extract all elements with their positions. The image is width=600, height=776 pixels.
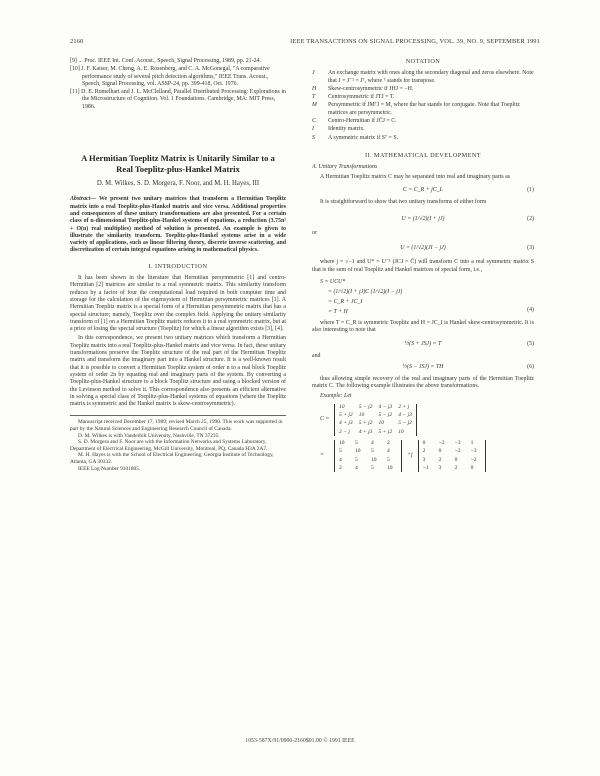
- matrix-cell: 2: [422, 448, 426, 455]
- equation-number: (6): [527, 364, 534, 371]
- matrix-cell: 4 + j3: [358, 428, 373, 435]
- notation-desc: An exchange matrix with ones along the secondary diagonal and zeros elsewhere. Note that J = J⁻¹ = Jᵀ, where ᵀ stands for transpose.: [328, 70, 534, 84]
- abstract-label: Abstract—: [70, 196, 97, 203]
- equation-2: [312, 208, 534, 230]
- notation-desc: Centro-Hermitian if JC̄J = C.: [328, 118, 397, 125]
- paragraph: It is straightforward to show that two unitary transforms of either form: [320, 198, 487, 205]
- matrix-cell: 4: [339, 456, 342, 463]
- equation-6: [312, 360, 534, 376]
- matrix-cell: 5 + j2: [378, 428, 393, 435]
- matrix-equals: =: [320, 452, 324, 459]
- matrix-cell: 0: [470, 464, 474, 471]
- equation-number: (5): [527, 340, 534, 347]
- matrix-label: C =: [320, 416, 330, 423]
- equation-number: (3): [527, 244, 534, 251]
- paragraph: In this correspondence, we present two unitary matrices which transform a Hermitian Toeplitz matrix into a real Toeplitz-plus-Hankel matrix and vice versa. In fact, these unitary transformations preserve the Toeplitz structure of the real part of the Hermitian Toeplitz matrix and transform the imaginary part into a Hankel structure. It is a well-known result that it is possible to convert a Hermitian Toeplitz system of order n to a real block Toeplitz system of order 2n by equating real and imaginary parts of the system. By converting a Toeplitz-plus-Hankel structure to a block Toeplitz structure and using a blocked version of the Levinson method to solve it. This correspondence also presents an efficient alternative in solving a special class of Toeplitz-plus-Hankel systems of equations (where the Toeplitz matrix is symmetric and the Hankel matrix is skew-centrosymmetric).: [70, 335, 286, 408]
- matrix-cell: −3: [454, 440, 461, 447]
- matrix-cell: 5: [371, 464, 374, 471]
- matrix-cell: 5: [355, 440, 358, 447]
- derivation-line: = C_R + JC_I: [328, 299, 363, 306]
- matrix-cell: 5: [387, 456, 390, 463]
- matrix-cell: 2 + j: [398, 403, 410, 410]
- matrix-cell: 10: [398, 428, 404, 435]
- matrix-cell: 5 − j2: [358, 403, 373, 410]
- matrix-cell: 4: [371, 440, 374, 447]
- notation-symbol: T: [312, 94, 316, 101]
- matrix-cell: 10: [378, 420, 385, 427]
- equation-text: U = (1/√2)(JI − jJ): [400, 244, 446, 251]
- matrix-cell: 2: [454, 464, 458, 471]
- matrix-cell: 2: [387, 440, 390, 447]
- notation-symbol: S: [312, 134, 315, 141]
- left-column: [70, 58, 286, 472]
- reference-item: [11] D. E. Rumelhart and J. L. McClelland, Parallel Distributed Processing: Explorations in the Microstructure of Cognition. Vol. 1 Foundations. Cambridge, MA: MIT Press, 1986.: [70, 89, 286, 110]
- example-label: Example: Let: [320, 392, 352, 399]
- copyright-footer: 1053-587X/91/0900-2160$01.00 © 1991 IEEE: [245, 738, 355, 744]
- matrix-cell: 4: [355, 464, 358, 471]
- matrix-cell: 5: [355, 456, 358, 463]
- matrix-cell: 10: [387, 464, 393, 471]
- notation-symbol: H: [312, 85, 317, 92]
- article-title: [70, 153, 286, 174]
- notation-symbol: J: [312, 70, 315, 77]
- matrix-cell: 3: [422, 456, 426, 463]
- running-header: [70, 38, 540, 50]
- footnote-line: M. H. Hayes is with the School of Electrical Engineering, Georgia Institute of Technology, Atlanta, GA 30332.: [70, 452, 274, 465]
- matrix-cell: −1: [422, 464, 429, 471]
- equation-text: C = C_R + jC_I.: [402, 187, 444, 194]
- matrix-cell: 2 − j: [339, 428, 350, 435]
- matrix-cell: 10: [339, 403, 345, 410]
- equation-text: ½(S − JSJ) = TH: [402, 364, 444, 371]
- equation-3: [312, 237, 534, 259]
- matrix-cell: 5 + j2: [339, 412, 353, 419]
- matrix-cell: 4 + j3: [339, 420, 353, 427]
- or-text: or: [312, 230, 317, 237]
- derivation-line: = (1/√2)(I + jJ)C (1/√2)(I − jJ): [328, 289, 403, 296]
- matrix-real: [334, 440, 402, 472]
- and-text: and: [312, 352, 321, 359]
- matrix-c: [320, 404, 534, 436]
- matrix-cell: 4: [387, 448, 390, 455]
- paragraph: where T = C_R is symmetric Toeplitz and H = JC_I is Hankel skew-centrosymmetric. It is also interesting to note that: [312, 320, 534, 334]
- equation-text: ½(S + JSJ) = T: [404, 340, 442, 347]
- section-heading: I. INTRODUCTION: [148, 262, 208, 270]
- footnote-line: D. M. Wilkes is with Vanderbilt University, Nashville, TN 37235.: [78, 432, 220, 439]
- notation-desc: Centrosymmetric if JTJ = T.: [328, 94, 395, 101]
- equation-number: (2): [527, 215, 534, 222]
- reference-list: [70, 58, 286, 111]
- footnote: [70, 415, 286, 472]
- matrix-cell: −2: [454, 448, 461, 455]
- notation-desc: A symmetric matrix if Sᵀ = S.: [328, 134, 399, 141]
- section-heading: II. MATHEMATICAL DEVELOPMENT: [364, 151, 482, 159]
- page-number: 2160: [70, 38, 84, 45]
- paragraph: thus allowing simple recovery of the real and imaginary parts of the Hermitian Toeplitz matrix C. The following example illustrates the above transformations.: [312, 375, 534, 390]
- matrix-cell: −2: [438, 440, 445, 447]
- paragraph: where j = √−1 and U* = U⁻¹ (JCJ = C̄) will transform C into a real symmetric matrix S that is the sum of real Toeplitz and Hankel matrices of special form, i.e.,: [312, 259, 534, 273]
- matrix-cell: 4 − j3: [378, 403, 393, 410]
- matrix-imag: [418, 440, 486, 472]
- matrix-cell: 10: [339, 440, 345, 447]
- matrix-cell: −3: [470, 448, 477, 455]
- matrix-cell: 3: [438, 464, 442, 471]
- equation-text: U = (1/√2)(I + jJ): [401, 215, 445, 222]
- notation-symbol: M: [312, 102, 317, 109]
- right-column: [312, 58, 534, 472]
- title-line: A Hermitian Toeplitz Matrix is Unitarily Similar to a: [81, 153, 275, 164]
- matrix-cell: −2: [470, 456, 477, 463]
- matrix-cell: 1: [470, 440, 474, 447]
- authors: D. M. Wilkes, S. D. Morgera, F. Noor, and M. H. Hayes, III: [96, 180, 260, 188]
- notation-desc: Persymmetric if JMᵀJ = M, where the bar stands for conjugate. Note that Toeplitz matrices are persymmetric.: [328, 102, 520, 116]
- section-heading: NOTATION: [405, 58, 441, 65]
- notation-symbol: C: [312, 118, 316, 125]
- matrix-cell: 4 − j3: [398, 412, 412, 419]
- abstract-text: We present two unitary matrices that transform a Hermitian Toeplitz matrix into a real Toeplitz-plus-Hankel matrix and vice versa. Additional properties and consequences of these unitary transformations are also presented. For a certain class of n-dimensional Toeplitz-plus-Hankel systems of equations, a reduction (3.75n² + O(n) real multiplies) method of solution is presented. An example is given to illustrate the similarity transform. Toeplitz-plus-Hankel systems arise in a wide variety of applications, such as linear filtering theory, discrete inverse scattering, and discretization of certain integral equations arising in mathematical physics.: [70, 196, 286, 254]
- derivation-line: S = UCU*: [320, 279, 346, 286]
- subsection-heading: A. Unitary Transformations: [312, 164, 378, 171]
- matrix-plus-j: +j: [407, 452, 413, 459]
- matrix-cell: 5 − j2: [398, 420, 412, 427]
- notation-desc: Skew-centrosymmetric if JHJ = −H.: [328, 85, 414, 92]
- matrix-cell: 2: [438, 456, 442, 463]
- matrix-cell: 10: [358, 412, 365, 419]
- matrix-cell: 2: [339, 464, 342, 471]
- notation-symbol: I: [312, 126, 314, 133]
- matrix-cell: 0: [454, 456, 458, 463]
- footnote-line: S. D. Morgera and F. Noor are with the Information Networks and Systems Laboratory, Department of Electrical Engineering, McGill University, Montreal, PQ, Canada H3A 2A7.: [70, 439, 268, 452]
- equation-number: (1): [527, 187, 534, 194]
- notation-list: [312, 70, 534, 142]
- matrix-cell: 5: [339, 448, 342, 455]
- abstract: [70, 196, 286, 254]
- reference-item: [10] J. F. Kaiser, M. Cheng, A. E. Rosenberg, and C. A. McGonegal, "A comparative performance study of several pitch detection algorithms," IEEE Trans. Acoust., Speech, Signal Processing, vol. ASSP-24, pp. 399-418, Oct. 1976.: [70, 66, 270, 87]
- paragraph: A Hermitian Toeplitz matrix C may be separated into real and imaginary parts as: [320, 173, 511, 180]
- equation-1: [312, 183, 534, 199]
- matrix-cell: 0: [422, 440, 426, 447]
- equation-4: [312, 277, 534, 317]
- equation-5: [312, 337, 534, 353]
- derivation-line: = T + H: [328, 309, 348, 316]
- matrix-decomposition: [320, 440, 534, 472]
- matrix-cell: 5: [371, 448, 374, 455]
- equation-number: (4): [527, 307, 534, 314]
- matrix-cell: 10: [355, 448, 361, 455]
- notation-desc: Identity matrix.: [328, 126, 365, 133]
- footnote-line: IEEE Log Number 9101805.: [78, 465, 141, 472]
- matrix-complex: [334, 404, 417, 436]
- matrix-cell: 0: [438, 448, 442, 455]
- footnote-line: Manuscript received December 17, 1989; revised March 25, 1990. This work was supported in part by the Natural Sciences and Engineering Research Council of Canada.: [70, 419, 283, 432]
- matrix-cell: 5 + j2: [358, 420, 373, 427]
- paragraph: It has been shown in the literature that Hermitian persymmetric [1] and centro-Hermitian [2] matrices are similar to a real symmetric matrix. This similarity transform reduces by a factor of four the computational load required in both computer time and storage for the calculation of the eigensystem of Hermitian persymmetric matrices [1]. A Hermitian Toeplitz matrix is a special form of a Hermitian persymmetric matrix that has a special structure; namely, Toeplitz over the complex field. Applying the unitary similarity transform of [1] on a Hermitian Toeplitz matrix reduces it to a real symmetric matrix, but at a price of losing the special structure (Toeplitz) for which a linear algorithm exists [3], [4].: [70, 275, 286, 333]
- running-head: IEEE TRANSACTIONS ON SIGNAL PROCESSING, VOL. 39, NO. 9, SEPTEMBER 1991: [290, 38, 540, 45]
- matrix-cell: 10: [371, 456, 377, 463]
- matrix-cell: 5 − j2: [378, 412, 393, 419]
- title-line: Real Toeplitz-plus-Hankel Matrix: [116, 163, 240, 174]
- reference-item: [9] ... Proc. IEEE Int. Conf. Acoust., Speech, Signal Processing, 1989, pp. 21-24.: [70, 58, 261, 64]
